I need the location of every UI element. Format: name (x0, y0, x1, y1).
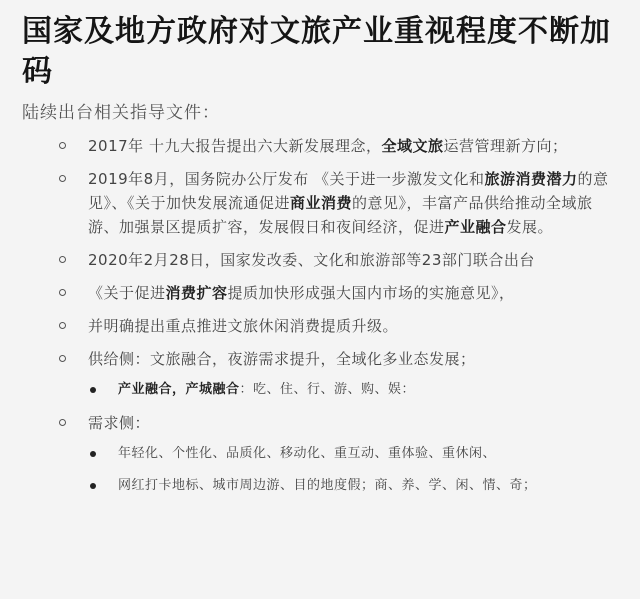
text-segment: 发展。 (506, 218, 554, 236)
filled-bullet-icon (90, 387, 96, 393)
sub-list-item-text (118, 478, 537, 493)
text-segment: 2019年8月，国务院办公厅发布 《关于进一步激发文化和 (88, 170, 485, 188)
bold-text: 产业融合 (444, 218, 507, 236)
sub-list-item-text (118, 382, 415, 397)
hollow-bullet-icon (59, 322, 66, 329)
list-item (22, 347, 618, 401)
bold-text: 消费扩容 (165, 284, 228, 302)
bold-text: 旅游消费潜力 (484, 170, 578, 188)
page-title: 国家及地方政府对文旅产业重视程度不断加码 (22, 14, 611, 89)
text-segment: 网红打卡地标、城市周边游、目的地度假；商、养、学、闲、情、奇； (118, 478, 537, 493)
text-segment: 的意见》，丰富产品供给推动全域旅游、加强景区提质扩容，发展假日和夜间经济，促进 (88, 194, 593, 236)
sub-list (88, 379, 618, 401)
filled-bullet-icon (90, 451, 96, 457)
text-segment: 《关于促进 (88, 284, 166, 302)
text-segment: 运营管理新方向； (443, 137, 568, 155)
hollow-bullet-icon (59, 419, 66, 426)
hollow-bullet-icon (59, 256, 66, 263)
hollow-bullet-icon (59, 289, 66, 296)
text-segment: 的意见》、《关于加快发展流通促进 (88, 170, 609, 212)
text-segment: 供给侧：文旅融合，夜游需求提升，全域化多业态发展； (88, 350, 476, 368)
hollow-bullet-icon (59, 355, 66, 362)
list-item (22, 314, 618, 338)
list-item-text (88, 284, 515, 302)
bold-text: 全域文旅 (381, 137, 444, 155)
text-segment: 年轻化、个性化、品质化、移动化、重互动、重体验、重休闲、 (118, 446, 497, 461)
policy-list (22, 134, 618, 497)
sub-list-item (22, 379, 618, 401)
text-segment: 并明确提出重点推进文旅休闲消费提质升级。 (88, 317, 399, 335)
sub-list-item (22, 475, 618, 497)
list-item-text (88, 317, 398, 335)
intro-text: 陆续出台相关指导文件： (22, 103, 220, 123)
text-segment: 需求侧： (88, 414, 151, 432)
hollow-bullet-icon (59, 175, 66, 182)
list-item-text (88, 137, 567, 155)
sub-list-item-text (118, 446, 496, 461)
text-segment: 2017年 十九大报告提出六大新发展理念， (88, 137, 382, 155)
bold-text: 产业融合，产城融合 (118, 382, 240, 397)
list-item-text (88, 350, 476, 368)
list-item (22, 134, 618, 158)
sub-list-item (22, 443, 618, 465)
bold-text: 商业消费 (290, 194, 353, 212)
text-segment: 2020年2月28日，国家发改委、文化和旅游部等23部门联合出台 (88, 251, 535, 269)
filled-bullet-icon (90, 483, 96, 489)
list-item-text (88, 251, 535, 269)
text-segment: ：吃、住、行、游、购、娱： (239, 382, 416, 397)
hollow-bullet-icon (59, 142, 66, 149)
list-item (22, 281, 618, 305)
list-item (22, 167, 618, 239)
text-segment: 提质加快形成强大国内市场的实施意见》， (227, 284, 515, 302)
list-item (22, 411, 618, 497)
sub-list (88, 443, 618, 497)
list-item-text (88, 170, 609, 236)
list-item (22, 248, 618, 272)
list-item-text (88, 414, 150, 432)
